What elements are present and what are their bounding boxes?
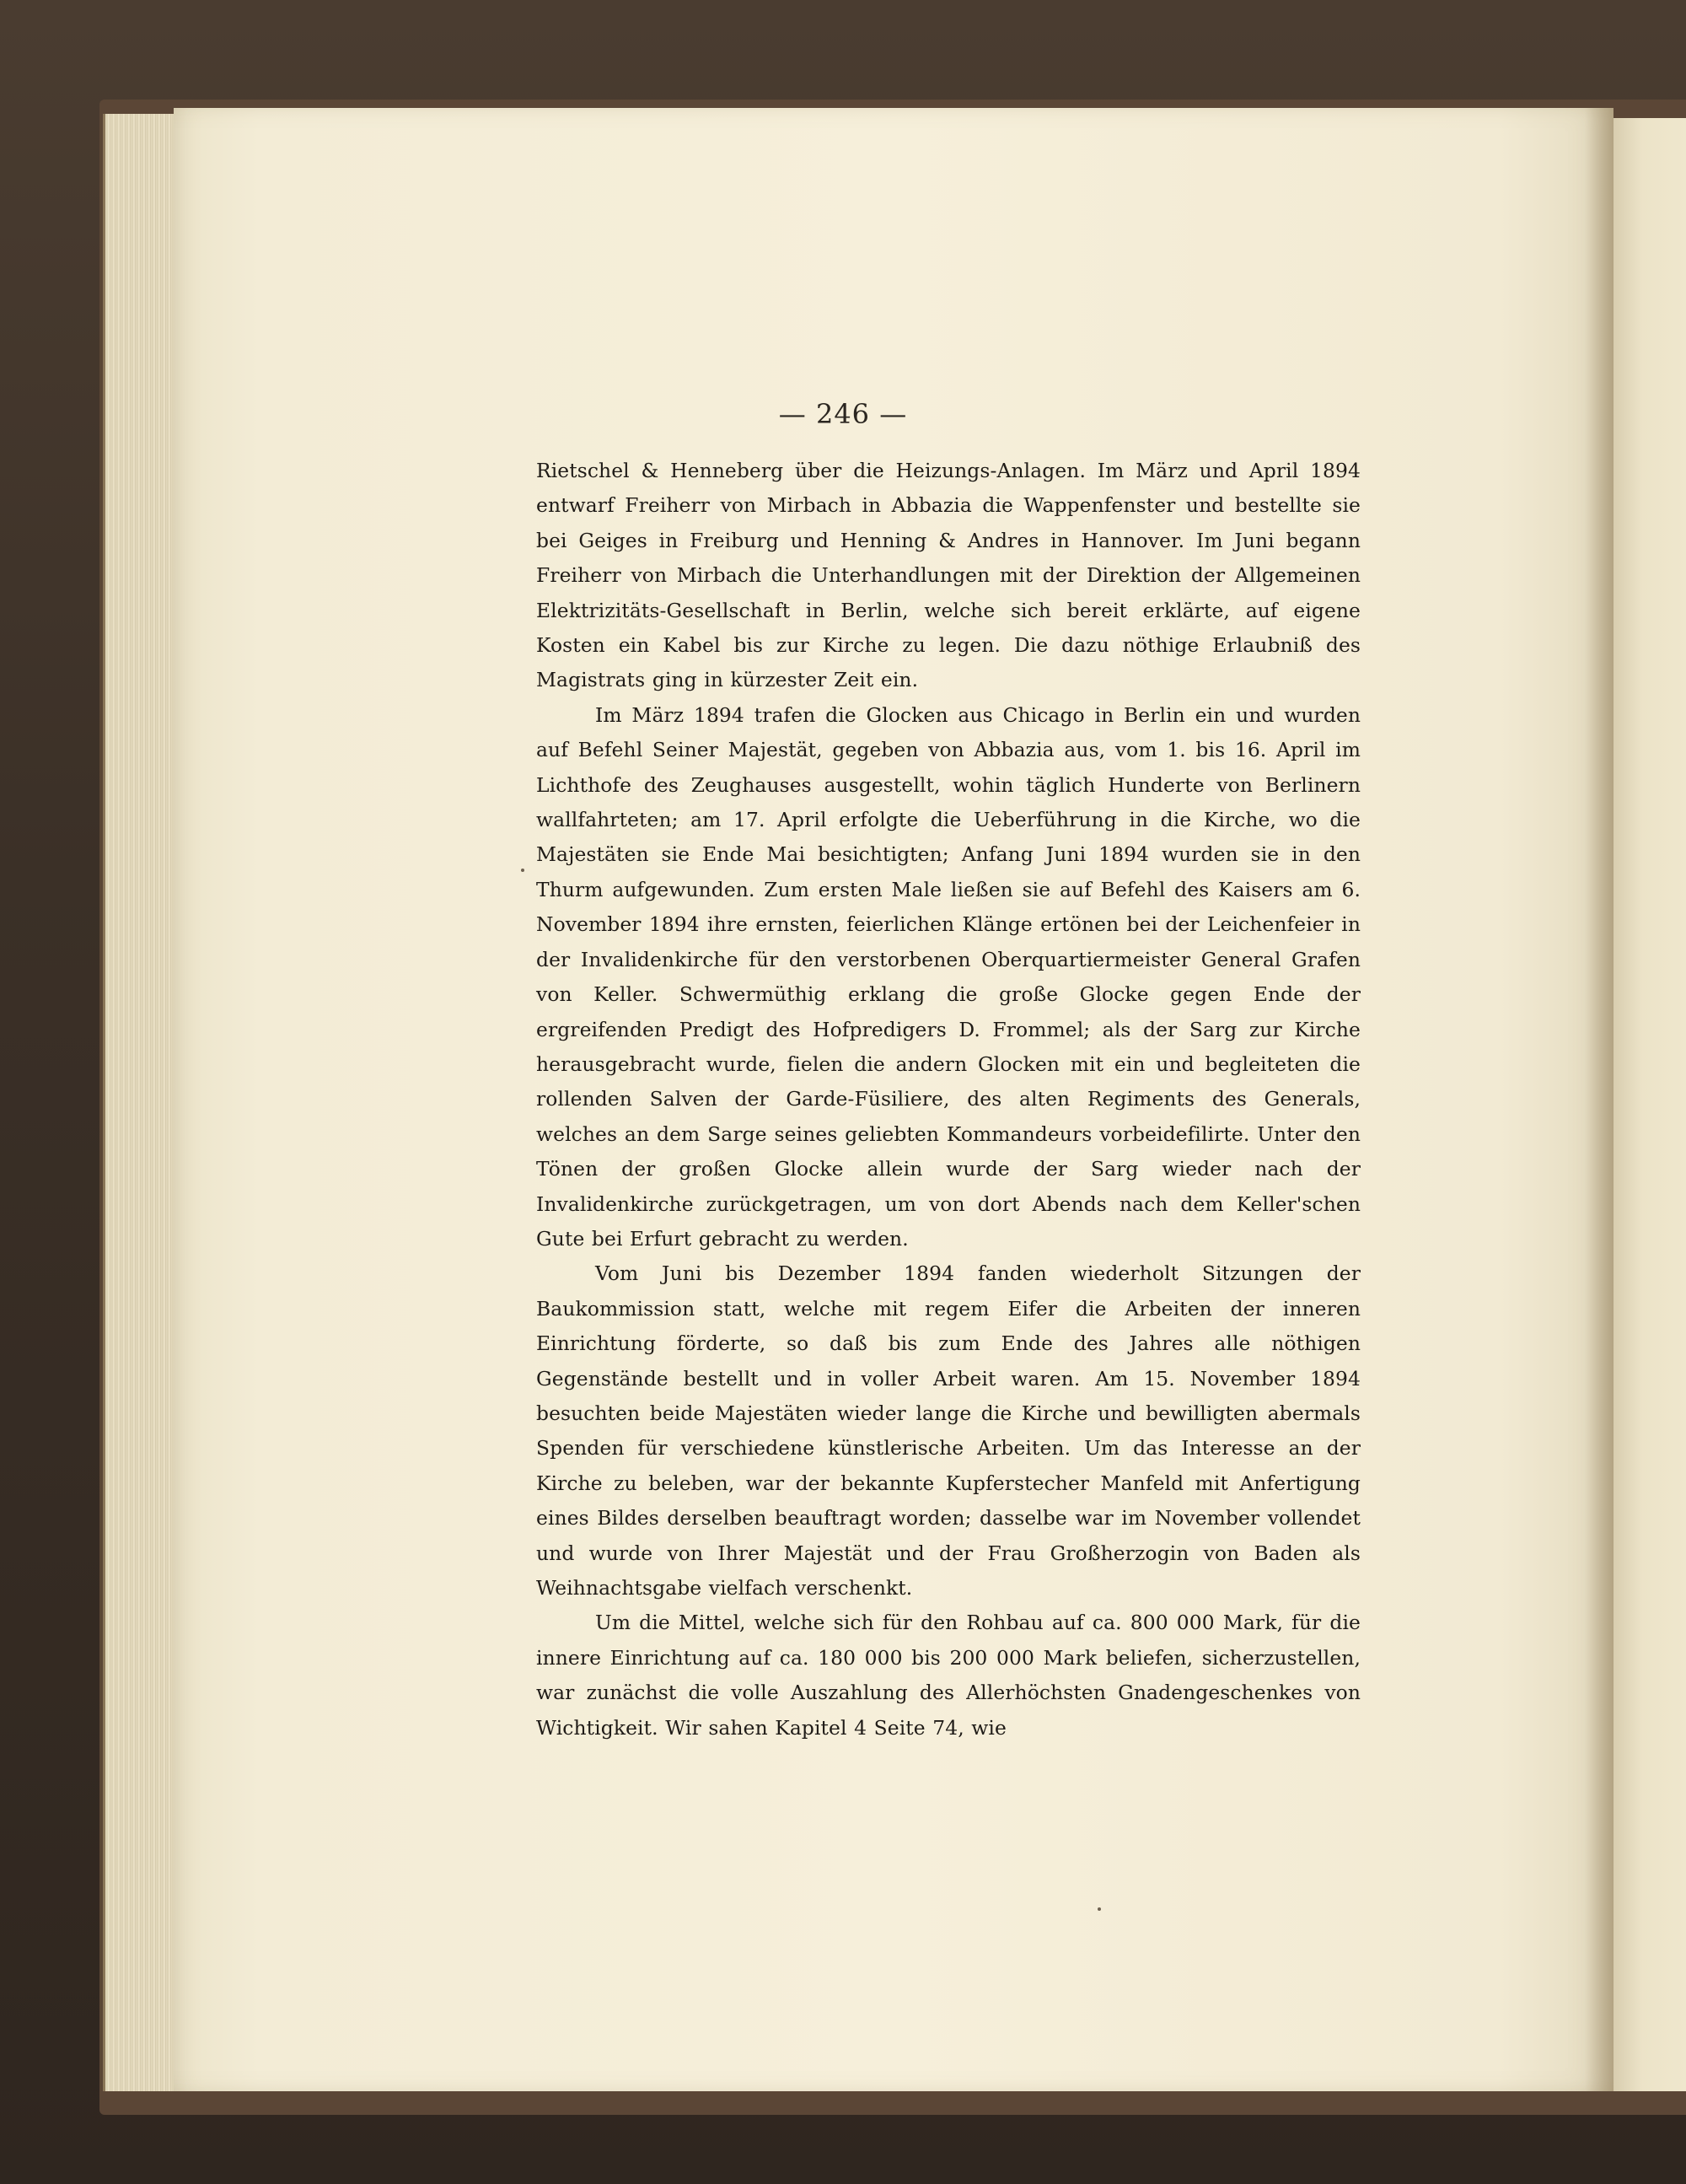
body-text [536,454,1361,1746]
paragraph-2: Im März 1894 trafen die Glocken aus Chicago in Berlin ein und wurden auf Befehl Seiner Majestät, gegeben von Abbazia aus, vom 1. bis 16. April im Lichthofe des Zeughauses ausgestellt, wohin täglich Hunderte von Berlinern wallfahrteten; am 17. April erfolgte die Ueberführung in die Kirche, wo die Majestäten sie Ende Mai besichtigten; Anfang Juni 1894 wurden sie in den Thurm aufgewunden. Zum ersten Male ließen sie auf Befehl des Kaisers am 6. November 1894 ihre ernsten, feierlichen Klänge ertönen bei der Leichenfeier in der Invalidenkirche für den verstorbenen Oberquartiermeister General Grafen von Keller. Schwermüthig erklang die große Glocke gegen Ende der ergreifenden Predigt des Hofpredigers D. Frommel; als der Sarg zur Kirche herausgebracht wurde, fielen die andern Glocken mit ein und begleiteten die rollenden Salven der Garde-Füsiliere, des alten Regiments des Generals, welches an dem Sarge seines geliebten Kommandeurs vorbeidefilirte. Unter den Tönen der großen Glocke allein wurde der Sarg wieder nach der Invalidenkirche zurückgetragen, um von dort Abends nach dem Keller'schen Gute bei Erfurt gebracht zu werden. [536,702,1361,1251]
page-gutter [1585,108,1614,2091]
paragraph-1: Rietschel & Henneberg über die Heizungs-Anlagen. Im März und April 1894 entwarf Freiherr von Mirbach in Abbazia die Wappenfenster und bestellte sie bei Geiges in Freiburg und Henning & Andres in Hannover. Im Juni begann Freiherr von Mirbach die Unterhandlungen mit der Direktion der Allgemeinen Elektrizitäts-Gesellschaft in Berlin, welche sich bereit erklärte, auf eigene Kosten ein Kabel bis zur Kirche zu legen. Die dazu nöthige Erlaubniß des Magistrats ging in kürzester Zeit ein. [536,459,1361,692]
ink-speck [521,869,524,872]
paragraph-3: Vom Juni bis Dezember 1894 fanden wiederholt Sitzungen der Baukommission statt, welche mit regem Eifer die Arbeiten der inneren Einrichtung förderte, so daß bis zum Ende des Jahres alle nöthigen Gegenstände bestellt und in voller Arbeit waren. Am 15. November 1894 besuchten beide Majestäten wieder lange die Kirche und bewilligten abermals Spenden für verschiedene künstlerische Arbeiten. Um das Interesse an der Kirche zu beleben, war der bekannte Kupferstecher Manfeld mit Anfertigung eines Bildes derselben beauftragt worden; dasselbe war im November vollendet und wurde von Ihrer Majestät und der Frau Großherzogin von Baden als Weihnachtsgabe vielfach verschenkt. [536,1261,1361,1600]
ink-speck [1098,1907,1101,1911]
paragraph-4: Um die Mittel, welche sich für den Rohbau auf ca. 800 000 Mark, für die innere Einrichtung auf ca. 180 000 bis 200 000 Mark beliefen, sicherzustellen, war zunächst die volle Auszahlung des Allerhöchsten Gnadengeschenkes von Wichtigkeit. Wir sahen Kapitel 4 Seite 74, wie [536,1611,1361,1740]
page-stack-edge [103,114,183,2091]
next-page-edge [1614,118,1686,2091]
page-number: — 246 — [778,398,908,430]
